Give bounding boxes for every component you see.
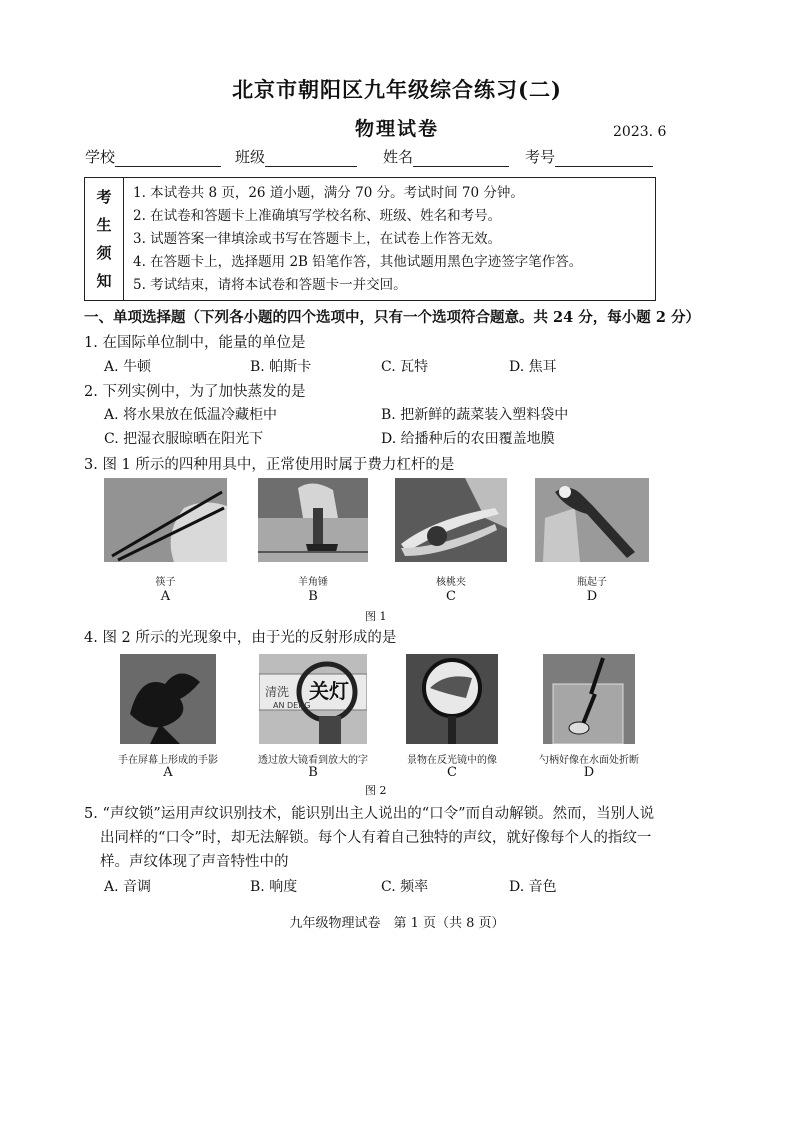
q3-letter-b: B [308,589,318,604]
bottle-opener-photo [535,478,649,562]
name-field[interactable] [383,146,509,167]
notice-item: 5. 考试结束，请将本试卷和答题卡一并交回。 [133,277,407,293]
question-2-stem: 2. 下列实例中，为了加快蒸发的是 [84,384,306,400]
page-footer: 九年级物理试卷 第 1 页（共 8 页） [289,916,505,931]
convex-mirror-icon [406,654,498,744]
class-field[interactable] [235,146,357,167]
q3-letter-d: D [586,589,598,604]
q3-caption-b: 羊角锤 [298,577,328,588]
q1-option-d: D. 焦耳 [509,359,557,375]
claw-hammer-icon [258,478,368,562]
chopsticks-photo [104,478,227,562]
section-title: 一、单项选择题（下列各小题的四个选项中，只有一个选项符合题意。共 24 分，每小题 2 分） [84,309,700,326]
class-label: 班级 [235,148,266,166]
sign-pinyin: AN DENG [273,701,311,710]
q4-letter-a: A [163,765,173,780]
notice-heading-char: 考 [96,188,112,206]
notice-heading-char: 知 [96,272,112,290]
exam-subtitle: 物理试卷 [354,118,439,140]
q4-caption-a: 手在屏幕上形成的手影 [118,755,218,766]
q5-option-d: D. 音色 [509,879,557,895]
q3-caption-a: 筷子 [155,577,176,588]
sign-text: 清洗 [265,685,290,699]
exam-date: 2023. 6 [613,124,667,140]
q4-caption-d: 勺柄好像在水面处折断 [539,755,639,766]
q3-letter-a: A [160,589,171,604]
class-blank[interactable] [265,148,357,167]
bottle-opener-icon [535,478,649,562]
q2-option-d: D. 给播种后的农田覆盖地膜 [381,431,555,447]
convex-mirror-photo [406,654,498,744]
q4-letter-c: C [447,765,457,780]
question-5-line-3: 样。声纹体现了声音特性中的 [100,854,289,870]
q3-caption-d: 瓶起子 [577,577,607,588]
q1-option-c: C. 瓦特 [381,359,429,375]
question-5-line-2: 出同样的“口令”时，却无法解锁。每个人有着自己独特的声纹，就好像每个人的指纹一 [100,830,652,846]
q2-option-b: B. 把新鲜的蔬菜装入塑料袋中 [381,407,569,423]
q2-option-a: A. 将水果放在低温冷藏柜中 [104,407,278,423]
question-4-stem: 4. 图 2 所示的光现象中，由于光的反射形成的是 [84,630,397,646]
magnifier-photo [259,654,367,744]
q3-caption-c: 核桃夹 [436,577,466,588]
notice-heading-char: 生 [96,216,112,234]
exam-number-blank[interactable] [555,148,653,167]
exam-notice-box [84,177,656,301]
name-label: 姓名 [383,148,414,166]
spoon-in-water-icon [543,654,635,744]
name-blank[interactable] [413,148,509,167]
exam-number-field[interactable] [525,146,653,167]
q5-option-b: B. 响度 [250,879,298,895]
hand-shadow-icon [120,654,216,744]
q5-option-c: C. 频率 [381,879,429,895]
figure-2-caption: 图 2 [365,784,387,797]
magnified-text: 关灯 [309,679,349,703]
q4-caption-c: 景物在反光镜中的像 [407,755,497,766]
question-5-line-1: 5. “声纹锁”运用声纹识别技术，能识别出主人说出的“口令”而自动解锁。然而，当别人说 [84,806,655,822]
student-info-line [85,146,655,172]
claw-hammer-photo [258,478,368,562]
notice-item: 3. 试题答案一律填涂或书写在答题卡上，在试卷上作答无效。 [133,231,502,247]
q4-letter-b: B [308,765,318,780]
q1-option-b: B. 帕斯卡 [250,359,312,375]
notice-item: 4. 在答题卡上，选择题用 2B 铅笔作答，其他试题用黑色字迹签字笔作答。 [133,254,583,270]
school-field[interactable] [85,146,221,167]
question-3-stem: 3. 图 1 所示的四种用具中，正常使用时属于费力杠杆的是 [84,457,455,473]
notice-item: 1. 本试卷共 8 页，26 道小题，满分 70 分。考试时间 70 分钟。 [133,185,524,201]
spoon-in-water-photo [543,654,635,744]
exam-title: 北京市朝阳区九年级综合练习(二) [232,77,562,102]
nutcracker-photo [395,478,507,562]
figure-1-caption: 图 1 [365,610,387,623]
hand-shadow-photo [120,654,216,744]
q1-option-a: A. 牛顿 [104,359,152,375]
chopsticks-icon [104,478,227,562]
notice-heading [85,178,124,300]
q4-letter-d: D [583,765,595,780]
notice-heading-char: 须 [96,244,112,262]
notice-item: 2. 在试卷和答题卡上准确填写学校名称、班级、姓名和考号。 [133,208,502,224]
q5-option-a: A. 音调 [104,879,152,895]
question-1-stem: 1. 在国际单位制中，能量的单位是 [84,335,306,351]
nutcracker-icon [395,478,507,562]
school-blank[interactable] [115,148,221,167]
q4-caption-b: 透过放大镜看到放大的字 [258,755,368,766]
exam-number-label: 考号 [525,148,556,166]
notice-list [133,182,582,297]
magnifier-icon [259,654,367,744]
q3-letter-c: C [446,589,456,604]
q2-option-c: C. 把湿衣服晾晒在阳光下 [104,431,264,447]
school-label: 学校 [85,148,116,166]
